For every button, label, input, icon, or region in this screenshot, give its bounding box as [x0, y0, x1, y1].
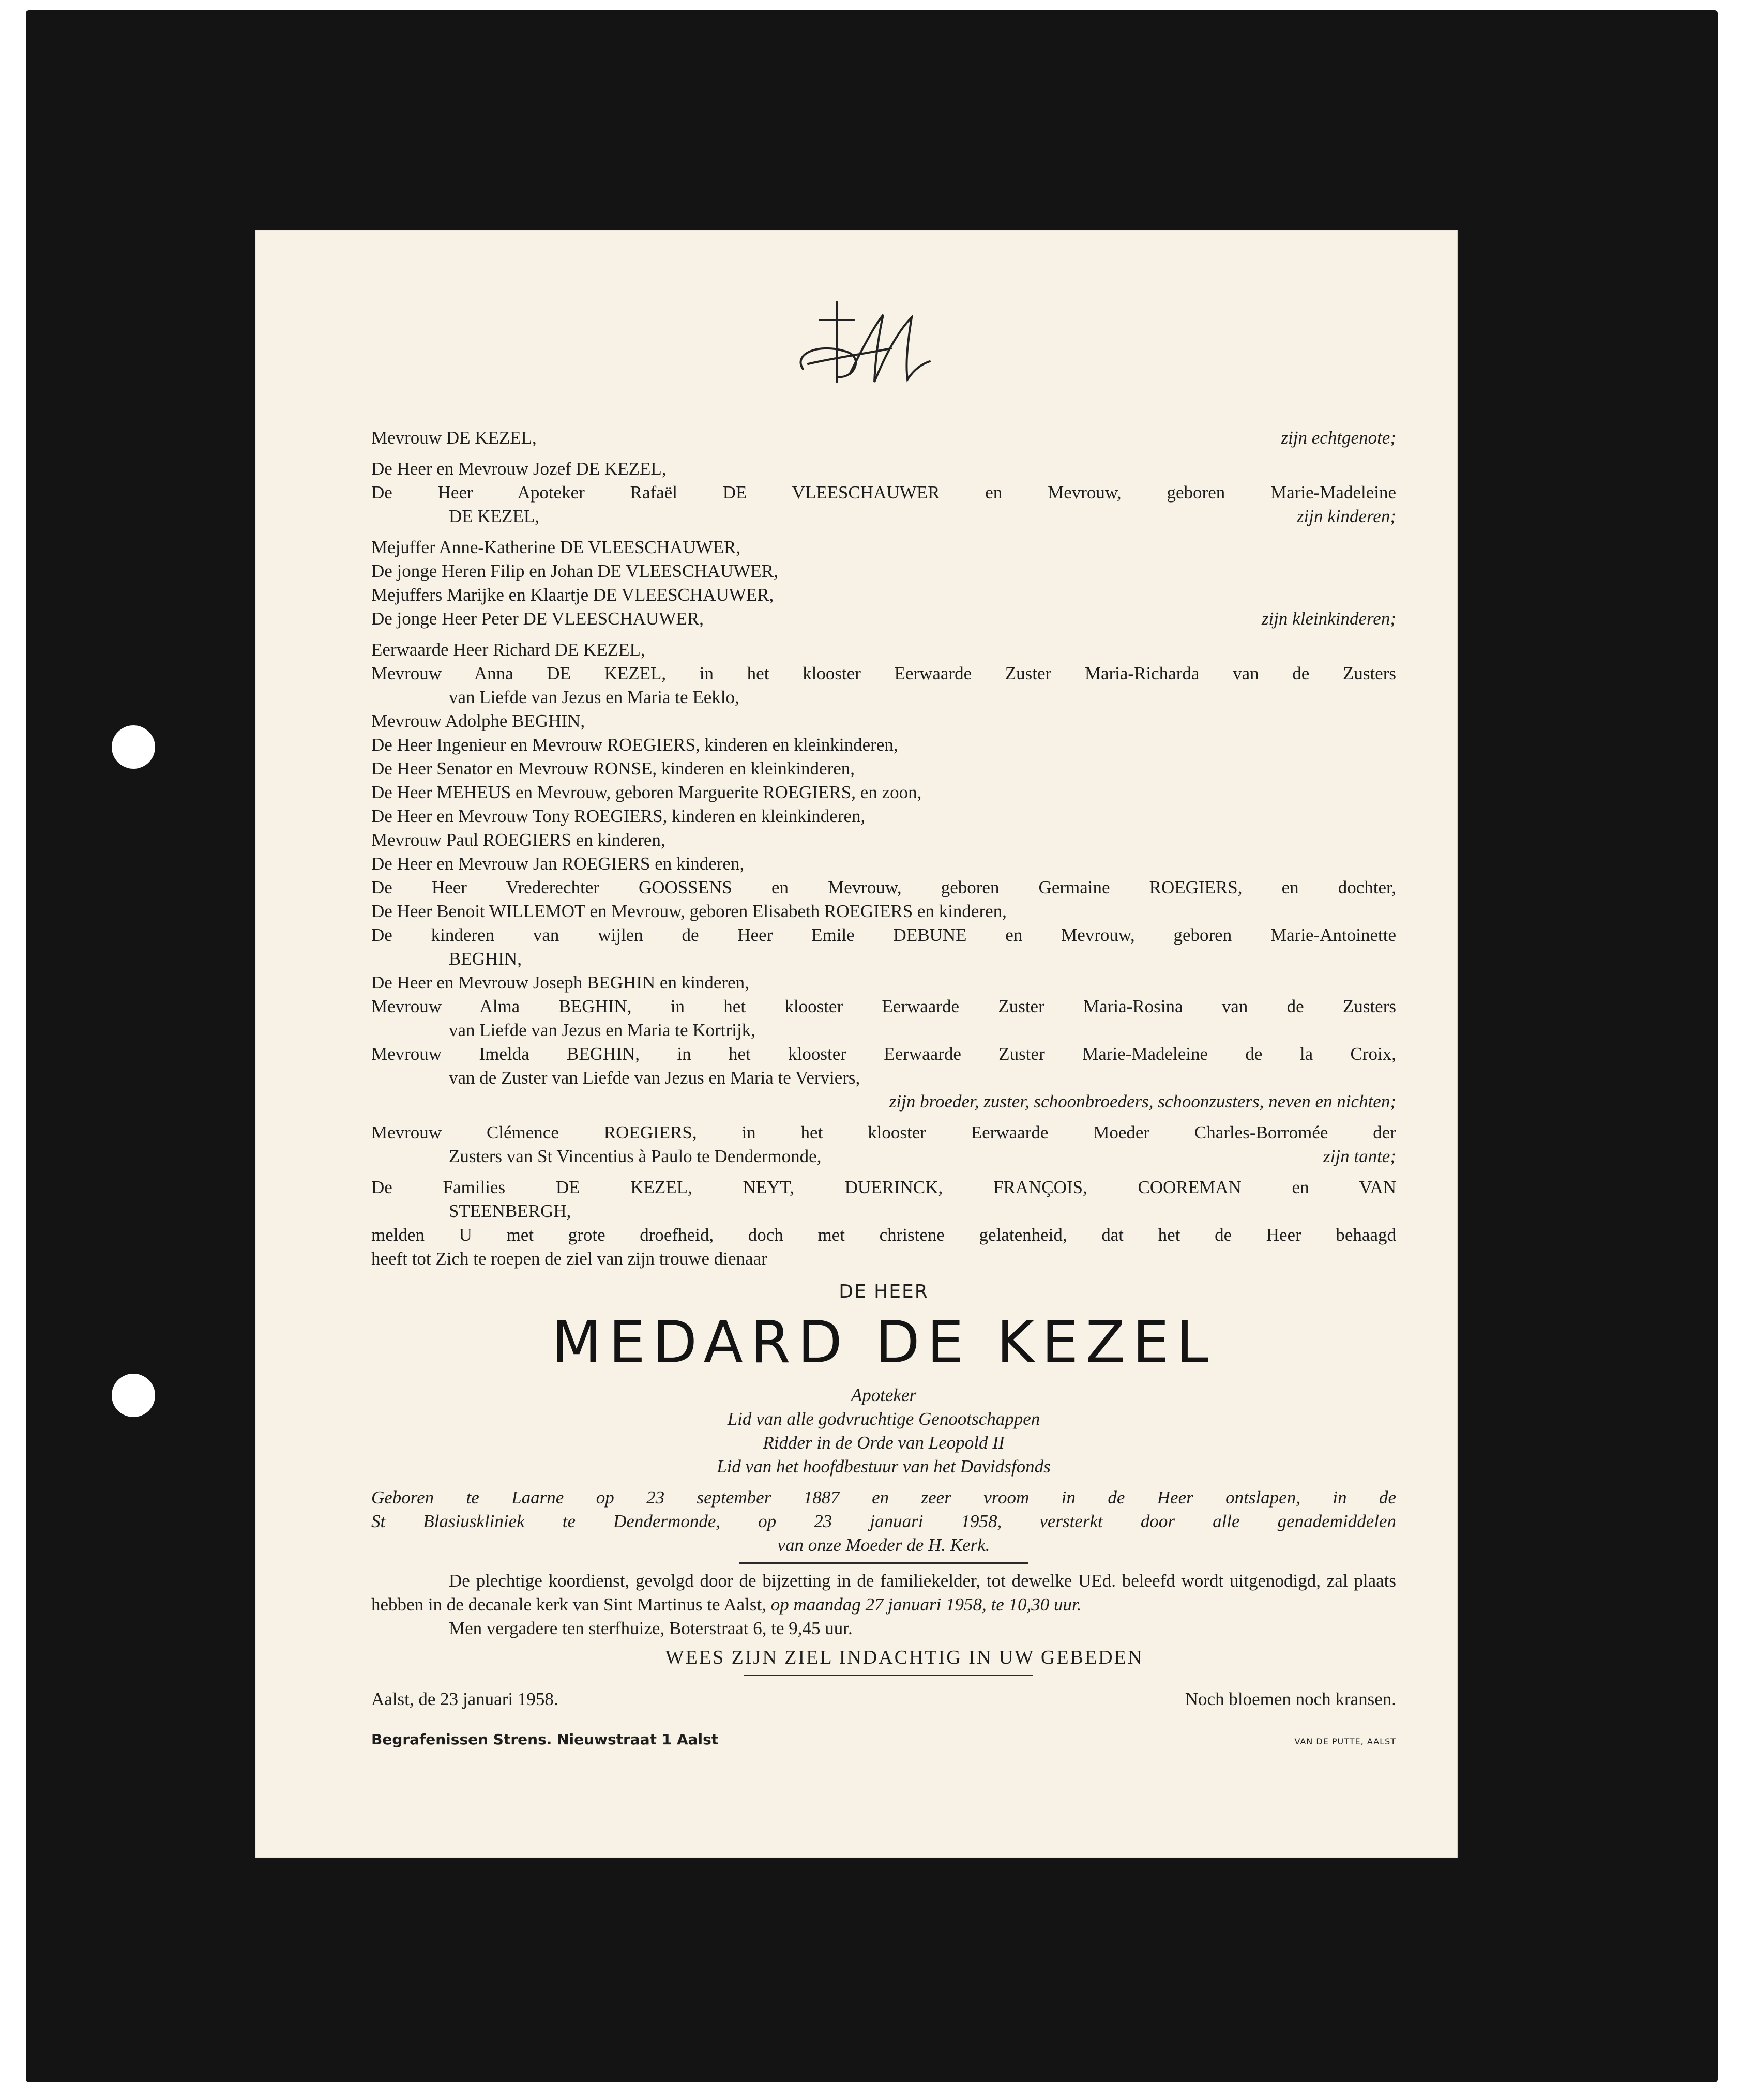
- text-line: Mevrouw DE KEZEL,: [371, 428, 537, 448]
- text-line: De Heer Benoit WILLEMOT en Mevrouw, geboren Elisabeth ROEGIERS en kinderen,: [371, 901, 1007, 921]
- text-line: Mevrouw Adolphe BEGHIN,: [371, 711, 585, 731]
- text-line: Mevrouw Clémence ROEGIERS, in het klooster Eerwaarde Moeder Charles-Borromée der: [371, 1122, 1396, 1143]
- honorific: DE HEER: [839, 1281, 929, 1302]
- text-line: Eerwaarde Heer Richard DE KEZEL,: [371, 640, 645, 660]
- relation-label: zijn kinderen;: [1296, 506, 1396, 526]
- text-line: Zusters van St Vincentius à Paulo te Dendermonde,: [449, 1146, 822, 1166]
- text-line: De Heer MEHEUS en Mevrouw, geboren Marguerite ROEGIERS, en zoon,: [371, 782, 922, 802]
- text-line: Mejuffers Marijke en Klaartje DE VLEESCHAUWER,: [371, 585, 774, 605]
- service-paragraph: [371, 1569, 1396, 1617]
- text-line: van de Zuster van Liefde van Jezus en Maria te Verviers,: [449, 1068, 860, 1088]
- text-line: van Liefde van Jezus en Maria te Eeklo,: [449, 687, 739, 707]
- cross-monogram-icon: [788, 292, 943, 395]
- text-line: De Heer Apoteker Rafaël DE VLEESCHAUWER en Mevrouw, geboren Marie-Madeleine: [371, 482, 1396, 503]
- titles-block: [371, 1383, 1396, 1479]
- footer-row: [371, 1687, 1396, 1713]
- text-line: heeft tot Zich te roepen de ziel van zijn trouwe dienaar: [371, 1249, 767, 1269]
- divider-line: [739, 1562, 1028, 1564]
- line-aunt-end: [371, 1145, 1396, 1168]
- deceased-name: MEDARD DE KEZEL: [551, 1309, 1216, 1376]
- text-line: De Families DE KEZEL, NEYT, DUERINCK, FRANÇOIS, COOREMAN en VAN: [371, 1177, 1396, 1197]
- relation-label: zijn kleinkinderen;: [1261, 608, 1396, 629]
- text-line: Mevrouw Paul ROEGIERS en kinderen,: [371, 830, 665, 850]
- text-line: Mevrouw Anna DE KEZEL, in het klooster Eerwaarde Zuster Maria-Richarda van de Zusters: [371, 663, 1396, 683]
- text-line: De Heer Vrederechter GOOSSENS en Mevrouw, geboren Germaine ROEGIERS, en dochter,: [371, 877, 1396, 897]
- prayer-line: WEES ZIJN ZIEL INDACHTIG IN UW GEBEDEN: [665, 1647, 1144, 1668]
- service-text: De plechtige koordienst, gevolgd door de bijzetting in de familiekelder, tot dewelke UEd. beleefd wordt uitgenodigd, zal plaats hebben in de decanale kerk van Sint Martinus te Aalst,: [371, 1571, 1396, 1615]
- line-grandchildren-end: [371, 607, 1396, 631]
- printer-imprint: VAN DE PUTTE, AALST: [1294, 1737, 1396, 1746]
- text-line: De Heer Ingenieur en Mevrouw ROEGIERS, kinderen en kleinkinderen,: [371, 735, 898, 755]
- relation-label: zijn broeder, zuster, schoonbroeders, schoonzusters, neven en nichten;: [889, 1091, 1396, 1112]
- title-line: Ridder in de Orde van Leopold II: [763, 1433, 1005, 1453]
- text-line: De jonge Heren Filip en Johan DE VLEESCHAUWER,: [371, 561, 778, 581]
- relation-label: zijn echtgenote;: [1281, 428, 1396, 448]
- undertaker-imprint: Begrafenissen Strens. Nieuwstraat 1 Aalst: [371, 1731, 719, 1748]
- place-date: Aalst, de 23 januari 1958.: [371, 1689, 558, 1709]
- text-line: De Heer en Mevrouw Joseph BEGHIN en kinderen,: [371, 972, 749, 993]
- title-line: Lid van alle godvruchtige Genootschappen: [727, 1409, 1040, 1429]
- text-line: Mevrouw Imelda BEGHIN, in het klooster Eerwaarde Zuster Marie-Madeleine de la Croix,: [371, 1044, 1396, 1064]
- text-line: De Heer en Mevrouw Tony ROEGIERS, kinderen en kleinkinderen,: [371, 806, 866, 826]
- text-line: De kinderen van wijlen de Heer Emile DEBUNE en Mevrouw, geboren Marie-Antoinette: [371, 925, 1396, 945]
- line-children-end: [371, 505, 1396, 528]
- text-line: De jonge Heer Peter DE VLEESCHAUWER,: [371, 608, 704, 629]
- birth-death-block: [371, 1486, 1396, 1557]
- relation-label: zijn tante;: [1323, 1146, 1396, 1166]
- punch-hole-bottom: [112, 1374, 155, 1417]
- imprint-row: [371, 1728, 1396, 1748]
- no-flowers-note: Noch bloemen noch kransen.: [1185, 1689, 1396, 1709]
- text-line: van onze Moeder de H. Kerk.: [777, 1535, 990, 1555]
- text-line: St Blasiuskliniek te Dendermonde, op 23 januari 1958, versterkt door alle genademiddelen: [371, 1511, 1396, 1531]
- death-notice-card: [255, 230, 1458, 1858]
- punch-hole-top: [112, 725, 155, 769]
- text-line: De Heer Senator en Mevrouw RONSE, kinderen en kleinkinderen,: [371, 758, 855, 779]
- title-line: Lid van het hoofdbestuur van het Davidsfonds: [717, 1456, 1051, 1477]
- text-line: van Liefde van Jezus en Maria te Kortrijk,: [449, 1020, 755, 1040]
- service-date: op maandag 27 januari 1958, te 10,30 uur.: [770, 1594, 1082, 1615]
- text-line: DE KEZEL,: [449, 506, 539, 526]
- text-line: BEGHIN,: [449, 949, 522, 969]
- text-line: De Heer en Mevrouw Jozef DE KEZEL,: [371, 459, 667, 479]
- text-line: Geboren te Laarne op 23 september 1887 en zeer vroom in de Heer ontslapen, in de: [371, 1487, 1396, 1508]
- text-line: melden U met grote droefheid, doch met christene gelatenheid, dat het de Heer behaagd: [371, 1225, 1396, 1245]
- title-line: Apoteker: [851, 1385, 917, 1405]
- text-line: STEENBERGH,: [449, 1201, 571, 1221]
- text-line: Mevrouw Alma BEGHIN, in het klooster Eerwaarde Zuster Maria-Rosina van de Zusters: [371, 996, 1396, 1016]
- notice-text: [371, 426, 1396, 1748]
- divider-line: [744, 1675, 1033, 1676]
- text-line: De Heer en Mevrouw Jan ROEGIERS en kinderen,: [371, 854, 745, 874]
- gathering-line: Men vergadere ten sterfhuize, Boterstraat 6, te 9,45 uur.: [449, 1618, 853, 1638]
- text-line: Mejuffer Anne-Katherine DE VLEESCHAUWER,: [371, 537, 741, 557]
- line-widow: [371, 426, 1396, 450]
